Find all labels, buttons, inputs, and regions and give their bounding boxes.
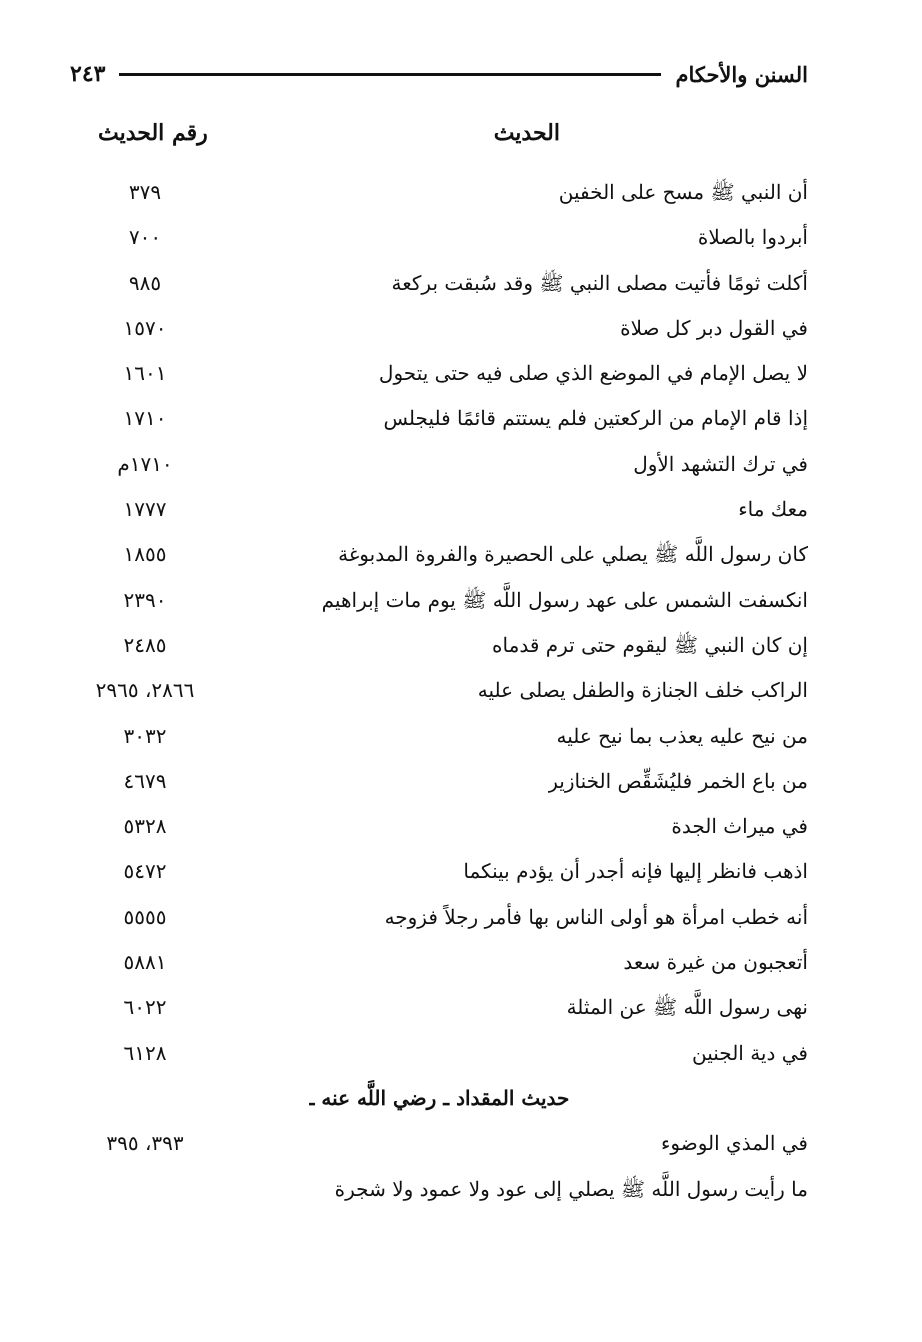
index-row: [70, 1121, 808, 1166]
column-headers: [70, 120, 808, 154]
hadith-text: إذا قام الإمام من الركعتين فلم يستتم قائمًا فليجلس: [383, 406, 808, 431]
index-row: [70, 759, 808, 804]
index-row: [70, 668, 808, 713]
hadith-number: ٦١٢٨: [123, 1040, 167, 1065]
hadith-number: ٣٧٩: [128, 180, 162, 204]
hadith-number: ٥٣٢٨: [123, 814, 167, 839]
index-row: [70, 804, 808, 849]
index-row: [70, 578, 808, 623]
hadith-number: ٢٤٨٥: [123, 632, 167, 657]
hadith-text: انكسفت الشمس على عهد رسول اللَّه ﷺ يوم مات إبراهيم: [321, 587, 808, 612]
section-title: حديث المقداد ـ رضي اللَّه عنه ـ: [308, 1085, 570, 1110]
header-rule: [119, 73, 661, 76]
index-row: [70, 532, 808, 577]
hadith-text: ما رأيت رسول اللَّه ﷺ يصلي إلى عود ولا عمود ولا شجرة: [334, 1176, 808, 1201]
column-header-hadith: الحديث: [493, 120, 560, 146]
hadith-number: ١٧١٠م: [117, 451, 173, 476]
hadith-text: من باع الخمر فليُشَقِّص الخنازير: [548, 768, 808, 793]
hadith-text: أنه خطب امرأة هو أولى الناس بها فأمر رجلاً فزوجه: [384, 904, 808, 929]
hadith-number: ٥٤٧٢: [123, 859, 167, 884]
hadith-number: ٢٨٦٦، ٢٩٦٥: [95, 678, 195, 703]
index-row: [70, 1031, 808, 1076]
hadith-number: ٥٨٨١: [123, 950, 167, 975]
index-row: [70, 849, 808, 894]
hadith-index: [70, 170, 808, 1212]
index-row: [70, 261, 808, 306]
index-row: [70, 396, 808, 441]
index-row: [70, 442, 808, 487]
hadith-number: ١٥٧٠: [123, 315, 167, 340]
hadith-number: ١٧١٠: [123, 406, 167, 431]
hadith-number: ٥٥٥٥: [123, 904, 167, 929]
hadith-text: في المذي الوضوء: [660, 1131, 808, 1156]
hadith-number: ٣٩٣، ٣٩٥: [106, 1131, 184, 1156]
index-row: [70, 215, 808, 260]
hadith-number: ١٦٠١: [123, 361, 167, 386]
running-header: [70, 56, 808, 92]
index-row: [70, 170, 808, 215]
running-title: السنن والأحكام: [675, 61, 808, 87]
hadith-text: معك ماء: [738, 497, 808, 522]
index-row: [70, 1167, 808, 1212]
hadith-text: من نيح عليه يعذب بما نيح عليه: [556, 723, 808, 748]
hadith-text: في دية الجنين: [692, 1040, 808, 1065]
hadith-text: كان رسول اللَّه ﷺ يصلي على الحصيرة والفروة المدبوغة: [338, 542, 808, 567]
hadith-text: أن النبي ﷺ مسح على الخفين: [558, 180, 808, 204]
index-row: [70, 306, 808, 351]
hadith-text: إن كان النبي ﷺ ليقوم حتى ترم قدماه: [492, 632, 808, 657]
hadith-text: لا يصل الإمام في الموضع الذي صلى فيه حتى يتحول: [378, 361, 808, 386]
hadith-number: ٧٠٠: [128, 225, 162, 250]
index-row: [70, 623, 808, 668]
hadith-text: أكلت ثومًا فأتيت مصلى النبي ﷺ وقد سُبقت بركعة: [391, 270, 808, 295]
hadith-number: ٦٠٢٢: [123, 995, 167, 1020]
hadith-number: ٣٠٣٢: [123, 723, 167, 748]
page-number: ٢٤٣: [70, 61, 106, 87]
index-row: [70, 895, 808, 940]
hadith-text: أبردوا بالصلاة: [697, 225, 808, 250]
hadith-number: ٢٣٩٠: [123, 587, 167, 612]
hadith-text: أتعجبون من غيرة سعد: [623, 950, 808, 975]
hadith-number: ١٨٥٥: [123, 542, 167, 567]
index-row: [70, 351, 808, 396]
hadith-number: ١٧٧٧: [123, 497, 167, 522]
hadith-text: الراكب خلف الجنازة والطفل يصلى عليه: [477, 678, 808, 703]
hadith-text: نهى رسول اللَّه ﷺ عن المثلة: [566, 995, 808, 1020]
column-header-number: رقم الحديث: [98, 120, 208, 146]
hadith-number: ٩٨٥: [128, 270, 162, 295]
hadith-number: ٤٦٧٩: [123, 768, 167, 793]
hadith-text: في ميراث الجدة: [671, 814, 808, 839]
section-heading: [70, 1076, 808, 1121]
index-row: [70, 714, 808, 759]
hadith-text: في ترك التشهد الأول: [633, 451, 808, 476]
hadith-text: اذهب فانظر إليها فإنه أجدر أن يؤدم بينكما: [463, 859, 808, 884]
index-row: [70, 487, 808, 532]
hadith-text: في القول دبر كل صلاة: [620, 315, 808, 340]
index-row: [70, 985, 808, 1030]
index-row: [70, 940, 808, 985]
